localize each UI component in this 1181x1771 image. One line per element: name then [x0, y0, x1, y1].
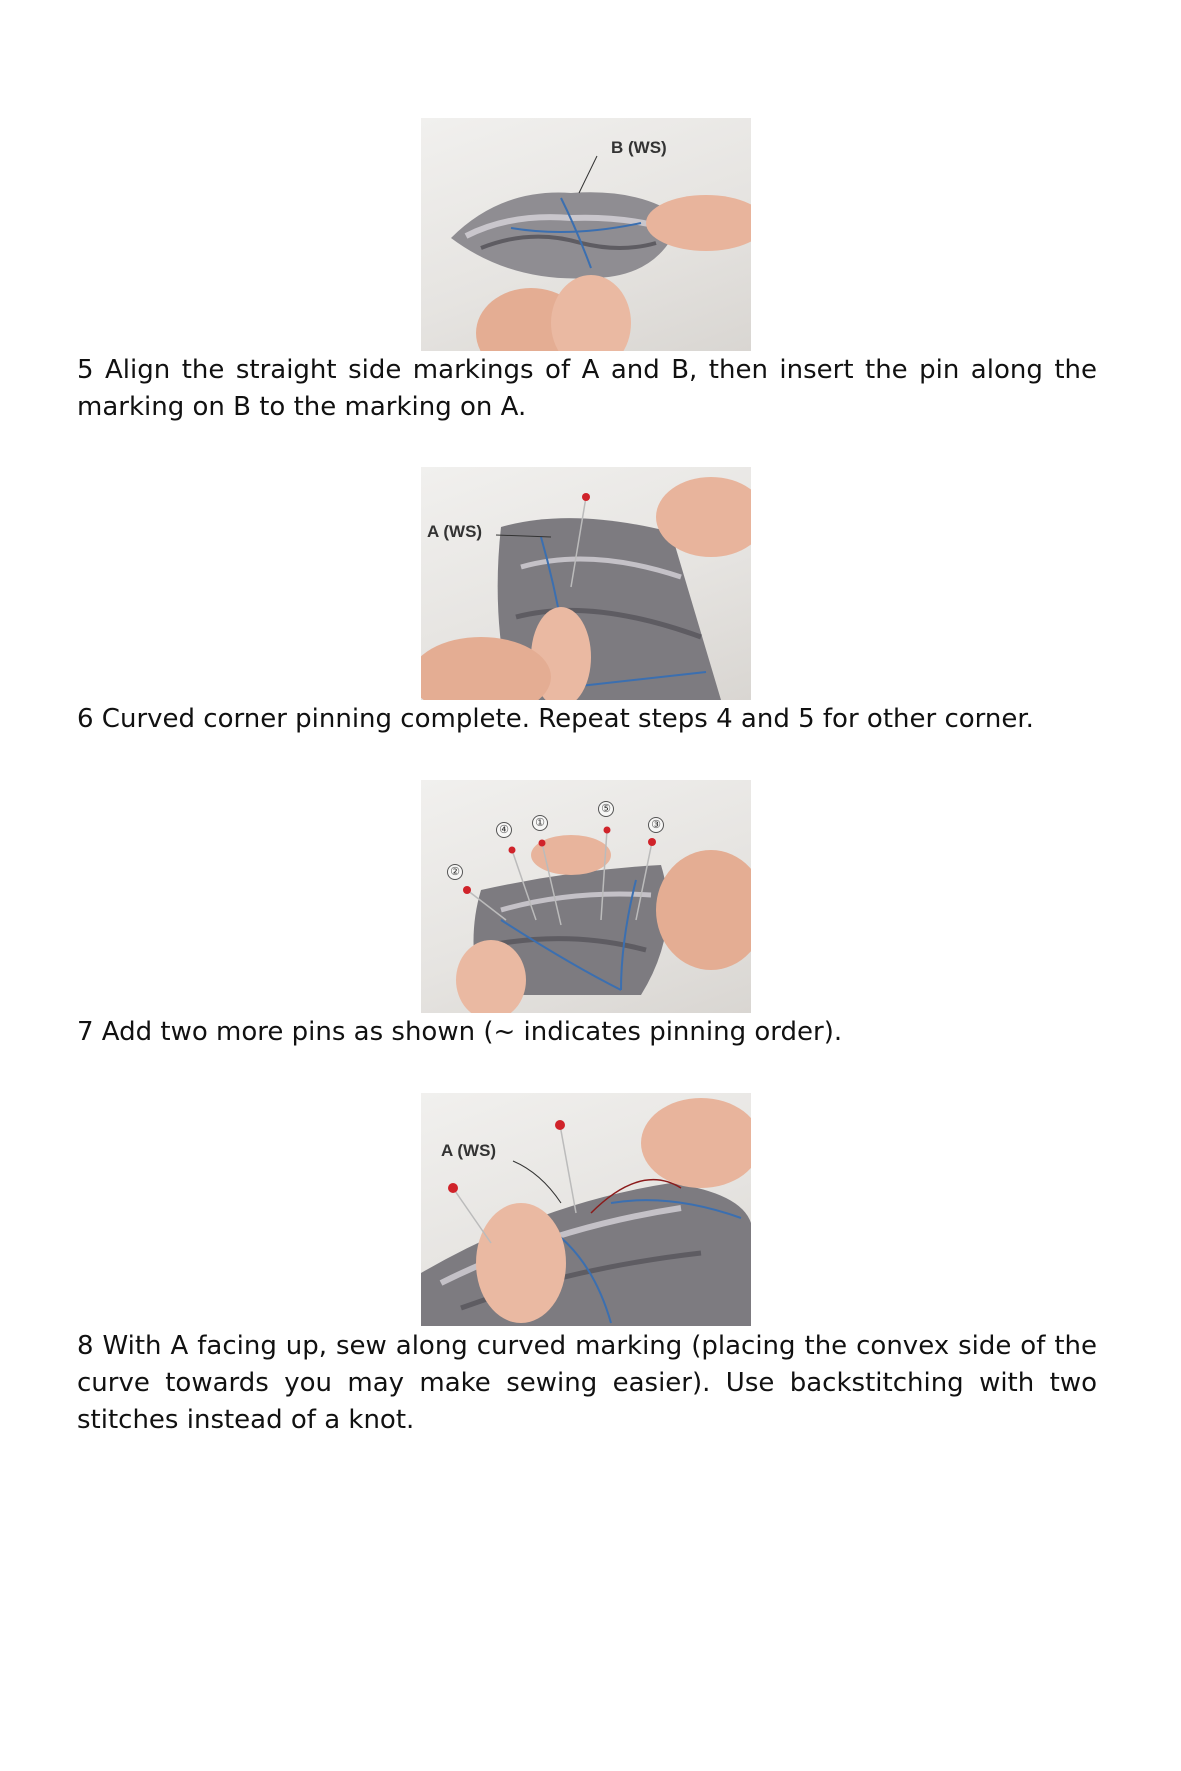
step-5-caption: 5 Align the straight side markings of A and B, then insert the pin along the marking on B to the marking on A.: [77, 355, 1097, 422]
pin-order-marker: ③: [648, 817, 664, 833]
step-8-photo: [421, 1093, 751, 1326]
photo-label: A (WS): [441, 1141, 497, 1160]
pin-order-marker: ①: [532, 815, 548, 831]
step-5-photo: [421, 118, 751, 351]
fabric-pinning-illustration: [421, 780, 751, 1013]
photo-label: B (WS): [611, 138, 667, 157]
fabric-pinning-illustration: [421, 467, 751, 700]
pin-order-marker: ②: [447, 864, 463, 880]
step-6-photo: [421, 467, 751, 700]
step-8-caption: 8 With A facing up, sew along curved marking (placing the convex side of the curve towards you may make sewing easier). Use backstitching with two stitches instead of a knot.: [77, 1331, 1097, 1435]
step-6-caption: 6 Curved corner pinning complete. Repeat steps 4 and 5 for other corner.: [77, 704, 1034, 734]
fabric-pinning-illustration: [421, 118, 751, 351]
fabric-pinning-illustration: [421, 1093, 751, 1326]
step-7-photo: [421, 780, 751, 1013]
step-7-caption: 7 Add two more pins as shown (~ indicates pinning order).: [77, 1017, 843, 1047]
pin-order-marker: ④: [496, 822, 512, 838]
photo-label: A (WS): [427, 522, 483, 541]
pin-order-marker: ⑤: [598, 801, 614, 817]
